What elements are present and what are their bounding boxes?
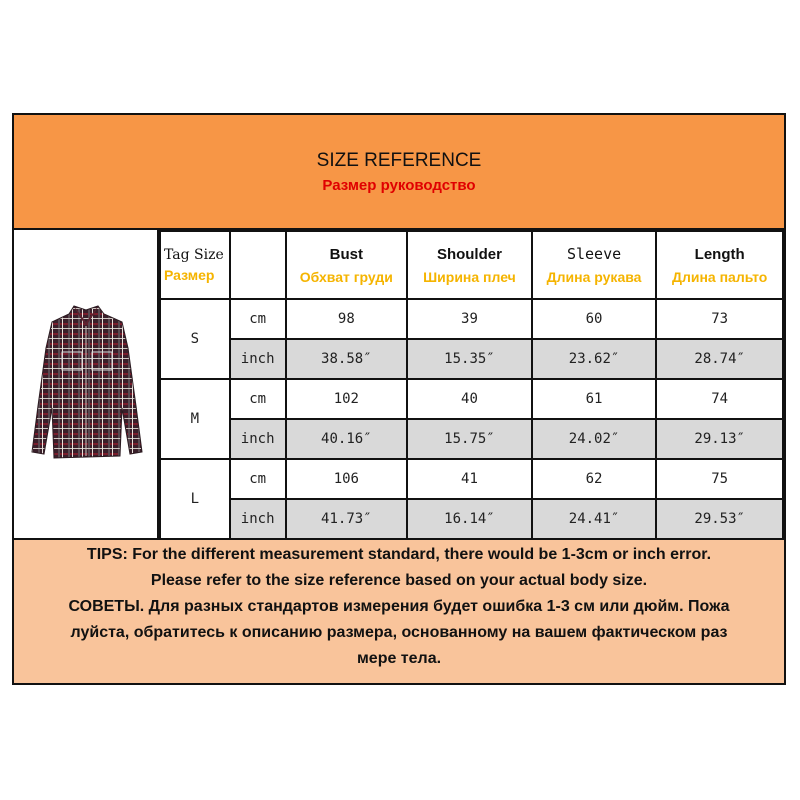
value-cell: 15.35″ xyxy=(407,339,532,379)
value-cell: 102 xyxy=(286,379,408,419)
unit-cell: cm xyxy=(230,299,286,339)
column-header-label-ru: Длина рукава xyxy=(546,269,642,285)
column-header-length xyxy=(656,231,783,299)
value-cell: 98 xyxy=(286,299,408,339)
size-cell-l: L xyxy=(160,459,230,539)
column-header-label: Length xyxy=(694,245,745,263)
tips-line: луйста, обратитесь к описанию размера, основанному на вашем фактическом раз xyxy=(70,624,728,641)
value-cell: 106 xyxy=(286,459,408,499)
column-header-label-ru: Обхват груди xyxy=(299,268,393,285)
column-header-label-ru: Ширина плеч xyxy=(423,268,516,285)
table-row xyxy=(160,299,783,339)
tips-line: мере тела. xyxy=(356,650,442,667)
column-header-label: Sleeve xyxy=(566,245,622,263)
unit-cell: cm xyxy=(230,379,286,419)
tag-size-header xyxy=(160,231,230,299)
tag-size-label: Tag Size xyxy=(164,247,224,263)
value-cell: 61 xyxy=(532,379,657,419)
value-cell: 16.14″ xyxy=(407,499,532,539)
value-cell: 40.16″ xyxy=(286,419,408,459)
value-cell: 74 xyxy=(656,379,783,419)
tag-size-label-ru: Размер xyxy=(164,267,215,283)
value-cell: 73 xyxy=(656,299,783,339)
tips-line: TIPS: For the different measurement standard, there would be 1-3cm or inch error. xyxy=(86,546,712,563)
column-header-label: Shoulder xyxy=(436,245,502,263)
table-row xyxy=(160,459,783,499)
size-chart-header xyxy=(14,115,784,230)
value-cell: 28.74″ xyxy=(656,339,783,379)
size-chart xyxy=(12,113,786,685)
column-header-label: Bust xyxy=(329,245,363,263)
value-cell: 24.02″ xyxy=(532,419,657,459)
table-row xyxy=(160,339,783,379)
header-title: SIZE REFERENCE xyxy=(316,150,482,171)
unit-cell: inch xyxy=(230,499,286,539)
value-cell: 75 xyxy=(656,459,783,499)
value-cell: 41 xyxy=(407,459,532,499)
value-cell: 39 xyxy=(407,299,532,339)
column-header-shoulder xyxy=(407,231,532,299)
column-header-label-ru: Длина пальто xyxy=(672,268,768,285)
unit-cell: inch xyxy=(230,419,286,459)
size-table-header-row xyxy=(160,231,783,299)
table-row xyxy=(160,419,783,459)
tips-box xyxy=(14,538,784,683)
value-cell: 60 xyxy=(532,299,657,339)
plaid-shirt-photo xyxy=(14,230,157,536)
value-cell: 15.75″ xyxy=(407,419,532,459)
tips-line: Please refer to the size reference based on your actual body size. xyxy=(150,572,648,589)
value-cell: 40 xyxy=(407,379,532,419)
table-row xyxy=(160,379,783,419)
unit-cell: inch xyxy=(230,339,286,379)
unit-header xyxy=(230,231,286,299)
value-cell: 62 xyxy=(532,459,657,499)
product-photo xyxy=(14,230,159,538)
table-row xyxy=(160,499,783,539)
column-header-bust xyxy=(286,231,408,299)
value-cell: 41.73″ xyxy=(286,499,408,539)
header-subtitle: Размер руководство xyxy=(322,177,476,194)
value-cell: 38.58″ xyxy=(286,339,408,379)
size-cell-s: S xyxy=(160,299,230,379)
column-header-sleeve xyxy=(532,231,657,299)
size-table xyxy=(159,230,784,540)
size-cell-m: M xyxy=(160,379,230,459)
value-cell: 23.62″ xyxy=(532,339,657,379)
tips-line: СОВЕТЫ. Для разных стандартов измерения будет ошибка 1-3 см или дюйм. Пожа xyxy=(68,598,730,615)
value-cell: 24.41″ xyxy=(532,499,657,539)
value-cell: 29.13″ xyxy=(656,419,783,459)
unit-cell: cm xyxy=(230,459,286,499)
value-cell: 29.53″ xyxy=(656,499,783,539)
